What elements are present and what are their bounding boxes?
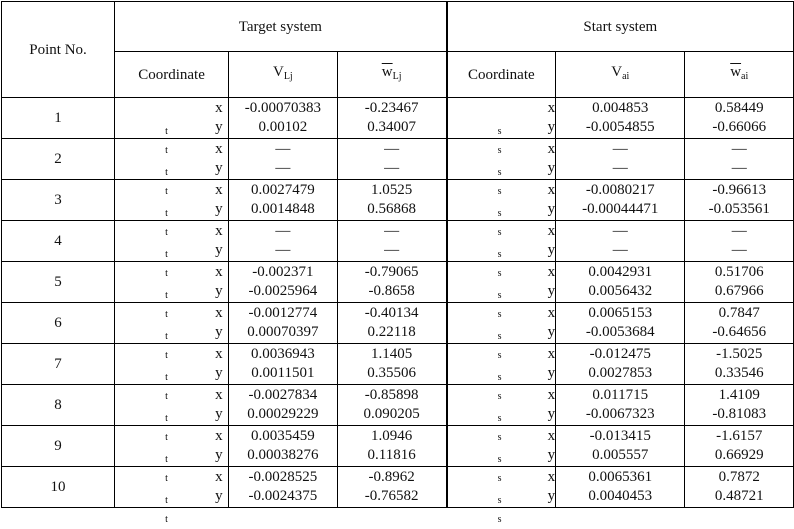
start-v-y: -0.0053684 [585, 324, 655, 340]
target-v-cell [229, 467, 338, 508]
coord-y-label: y $_s$ [497, 160, 556, 197]
point-number: 5 [2, 262, 115, 303]
start-v-y: 0.005557 [592, 447, 649, 463]
target-v-x: — [275, 141, 291, 157]
target-v-x: 0.0027479 [250, 182, 315, 198]
target-w-x: -0.8962 [368, 469, 415, 485]
target-v-cell [229, 385, 338, 426]
point-no-header: Point No. [2, 2, 115, 98]
coord-x-label: x $_s$ [497, 387, 556, 424]
start-w-cell [685, 98, 794, 139]
start-coordinate-cell [447, 139, 556, 197]
start-v-cell [556, 426, 685, 467]
coord-x-label: x $_t$ [165, 387, 223, 424]
target-v-y: 0.0011501 [251, 365, 315, 381]
table-row [2, 385, 794, 426]
start-v-cell [556, 98, 685, 139]
start-w-y: 0.33546 [714, 365, 764, 381]
coord-y-label: y $_t$ [165, 160, 223, 197]
start-w-x: -1.6157 [716, 428, 763, 444]
target-v-y: — [275, 242, 291, 258]
coord-x-label: x $_s$ [497, 305, 556, 342]
coord-x-label: x $_s$ [497, 346, 556, 383]
start-w-x: — [731, 223, 747, 239]
start-v-x: -0.013415 [589, 428, 651, 444]
target-coordinate-cell [115, 221, 229, 279]
target-v-x: -0.0012774 [248, 305, 318, 321]
start-v-y: 0.0040453 [588, 488, 653, 504]
target-v-y: -0.0024375 [248, 488, 318, 504]
coord-y-label: y $_t$ [165, 119, 223, 156]
target-coordinate-header: Coordinate [115, 52, 229, 98]
point-number: 9 [2, 426, 115, 467]
start-coordinate-cell [447, 344, 556, 402]
start-v-y: — [612, 160, 628, 176]
table-row [2, 98, 794, 139]
start-w-y: -0.053561 [708, 201, 770, 217]
start-w-y: — [731, 160, 747, 176]
target-w-y: — [384, 160, 400, 176]
coord-x-label: x $_t$ [165, 428, 223, 465]
table-row [2, 467, 794, 508]
target-coordinate-cell [115, 262, 229, 320]
target-v-cell [229, 262, 338, 303]
start-w-y: -0.66066 [712, 119, 767, 135]
coord-y-label: y $_t$ [165, 406, 223, 443]
coord-y-label: y $_s$ [497, 324, 556, 361]
point-number: 2 [2, 139, 115, 180]
start-w-cell [685, 385, 794, 426]
target-v-y: 0.00070397 [247, 324, 319, 340]
table-row [2, 180, 794, 221]
point-number: 3 [2, 180, 115, 221]
target-v-cell [229, 98, 338, 139]
target-w-x: -0.79065 [364, 264, 419, 280]
coord-y-label: y $_t$ [165, 488, 223, 525]
coord-y-label: y $_s$ [497, 242, 556, 279]
coord-x-label: x $_s$ [497, 182, 556, 219]
start-w-x: 0.7847 [718, 305, 760, 321]
start-w-cell [685, 180, 794, 221]
start-w-y: 0.66929 [714, 447, 764, 463]
coord-x-label: x $_t$ [165, 223, 223, 260]
start-coordinate-header: Coordinate [447, 52, 556, 98]
start-v-x: -0.012475 [589, 346, 651, 362]
point-number: 7 [2, 344, 115, 385]
table-row [2, 221, 794, 262]
target-coordinate-cell [115, 344, 229, 402]
target-w-cell [337, 98, 446, 139]
start-w-cell [685, 139, 794, 180]
start-v-cell [556, 303, 685, 344]
target-w-cell [337, 303, 446, 344]
start-v-x: — [612, 141, 628, 157]
target-w-y: -0.76582 [364, 488, 419, 504]
coord-y-label: y $_t$ [165, 201, 223, 238]
target-w-x: 1.1405 [371, 346, 413, 362]
start-w-cell [685, 262, 794, 303]
start-coordinate-cell [447, 426, 556, 484]
coord-y-label: y $_t$ [165, 242, 223, 279]
coord-y-label: y $_t$ [165, 365, 223, 402]
target-v-cell [229, 139, 338, 180]
start-coordinate-cell [447, 262, 556, 320]
point-number: 8 [2, 385, 115, 426]
coord-x-label: x $_s$ [497, 223, 556, 260]
target-v-y: — [275, 160, 291, 176]
start-w-x: 0.58449 [714, 100, 764, 116]
target-coordinate-cell [115, 426, 229, 484]
start-v-y: 0.0027853 [588, 365, 653, 381]
residual-table [1, 1, 794, 525]
target-coordinate-cell [115, 180, 229, 238]
start-v-x: 0.011715 [592, 387, 649, 403]
target-w-x: -0.85898 [364, 387, 419, 403]
coord-y-label: y $_s$ [497, 283, 556, 320]
target-system-header: Target system [115, 2, 447, 52]
table-container [1, 1, 794, 525]
coord-x-label: x $_s$ [497, 141, 556, 178]
coord-x-label: x $_s$ [497, 428, 556, 465]
table-row [2, 344, 794, 385]
start-v-cell [556, 385, 685, 426]
start-v-x: 0.0065153 [588, 305, 653, 321]
coord-y-label: y $_s$ [497, 201, 556, 238]
target-v-y: 0.00038276 [247, 447, 319, 463]
start-w-y: -0.81083 [712, 406, 767, 422]
start-coordinate-cell [447, 221, 556, 279]
start-v-cell [556, 467, 685, 508]
target-w-x: 1.0946 [371, 428, 413, 444]
target-v-cell [229, 344, 338, 385]
target-w-y: 0.11816 [367, 447, 416, 463]
target-v-x: -0.002371 [252, 264, 314, 280]
target-v-x: 0.0036943 [250, 346, 315, 362]
start-v-x: — [612, 223, 628, 239]
start-v-x: 0.0065361 [588, 469, 653, 485]
start-w-header: $\overline{w}_{ai}$ [685, 52, 794, 98]
target-coordinate-cell [115, 303, 229, 361]
start-system-header: Start system [447, 2, 794, 52]
start-v-cell [556, 344, 685, 385]
coord-x-label: x $_t$ [165, 141, 223, 178]
coord-x-label: x $_t$ [165, 346, 223, 383]
coord-x-label: x $_s$ [497, 469, 556, 506]
target-w-x: — [384, 141, 400, 157]
coord-x-label: x $_t$ [165, 469, 223, 506]
start-v-x: 0.004853 [592, 100, 649, 116]
start-coordinate-cell [447, 180, 556, 238]
target-w-y: -0.8658 [368, 283, 415, 299]
target-v-y: 0.0014848 [250, 201, 315, 217]
point-number: 6 [2, 303, 115, 344]
start-w-cell [685, 344, 794, 385]
table-row [2, 262, 794, 303]
target-v-x: 0.0035459 [250, 428, 315, 444]
coord-y-label: y $_t$ [165, 447, 223, 484]
target-v-y: -0.0025964 [248, 283, 318, 299]
table-row [2, 426, 794, 467]
target-w-cell [337, 139, 446, 180]
start-w-y: 0.67966 [714, 283, 764, 299]
target-w-y: 0.56868 [367, 201, 416, 217]
coord-x-label: x $_s$ [497, 100, 556, 137]
coord-y-label: y $_t$ [165, 283, 223, 320]
target-w-x: -0.40134 [364, 305, 419, 321]
target-w-x: -0.23467 [364, 100, 419, 116]
start-v-y: -0.0054855 [585, 119, 655, 135]
target-coordinate-cell [115, 467, 229, 525]
start-v-y: -0.00044471 [582, 201, 659, 217]
start-w-x: 0.51706 [714, 264, 764, 280]
table-row [2, 139, 794, 180]
start-v-y: 0.0056432 [588, 283, 653, 299]
table-body [2, 98, 794, 525]
target-w-y: 0.22118 [367, 324, 416, 340]
target-w-cell [337, 262, 446, 303]
start-w-y: — [731, 242, 747, 258]
start-v-y: -0.0067323 [585, 406, 655, 422]
target-v-y: 0.00102 [258, 119, 308, 135]
target-w-cell [337, 385, 446, 426]
target-v-cell [229, 303, 338, 344]
start-w-cell [685, 303, 794, 344]
target-v-x: -0.0028525 [248, 469, 318, 485]
start-w-y: 0.48721 [714, 488, 764, 504]
start-w-cell [685, 221, 794, 262]
target-coordinate-cell [115, 385, 229, 443]
coord-x-label: x $_s$ [497, 264, 556, 301]
target-v-x: -0.0027834 [248, 387, 318, 403]
target-w-y: — [384, 242, 400, 258]
target-v-header: $V_{Lj}$ [229, 52, 338, 98]
target-w-y: 0.34007 [367, 119, 416, 135]
start-w-cell [685, 467, 794, 508]
target-v-x: -0.00070383 [244, 100, 321, 116]
point-number: 4 [2, 221, 115, 262]
coord-x-label: x $_t$ [165, 182, 223, 219]
start-w-x: -0.96613 [712, 182, 767, 198]
start-v-cell [556, 180, 685, 221]
target-w-cell [337, 344, 446, 385]
target-w-y: 0.35506 [367, 365, 416, 381]
target-coordinate-cell [115, 98, 229, 156]
start-v-cell [556, 139, 685, 180]
target-v-cell [229, 426, 338, 467]
coord-y-label: y $_s$ [497, 365, 556, 402]
start-v-x: -0.0080217 [585, 182, 655, 198]
point-number: 10 [2, 467, 115, 508]
target-w-cell [337, 221, 446, 262]
coord-y-label: y $_s$ [497, 488, 556, 525]
target-v-cell [229, 221, 338, 262]
target-w-cell [337, 426, 446, 467]
start-v-cell [556, 221, 685, 262]
start-v-cell [556, 262, 685, 303]
start-w-x: -1.5025 [716, 346, 763, 362]
target-w-cell [337, 180, 446, 221]
start-v-header: $V_{ai}$ [556, 52, 685, 98]
target-v-x: — [275, 223, 291, 239]
coord-y-label: y $_s$ [497, 119, 556, 156]
point-number: 1 [2, 98, 115, 139]
target-w-y: 0.090205 [363, 406, 420, 422]
start-w-y: -0.64656 [712, 324, 767, 340]
start-v-x: 0.0042931 [588, 264, 653, 280]
start-coordinate-cell [447, 303, 556, 361]
target-w-x: — [384, 223, 400, 239]
start-w-x: — [731, 141, 747, 157]
target-w-cell [337, 467, 446, 508]
start-v-y: — [612, 242, 628, 258]
start-w-x: 0.7872 [718, 469, 760, 485]
start-w-cell [685, 426, 794, 467]
coord-y-label: y $_t$ [165, 324, 223, 361]
start-coordinate-cell [447, 385, 556, 443]
coord-y-label: y $_s$ [497, 447, 556, 484]
target-coordinate-cell [115, 139, 229, 197]
start-w-x: 1.4109 [718, 387, 760, 403]
start-coordinate-cell [447, 467, 556, 525]
coord-y-label: y $_s$ [497, 406, 556, 443]
target-w-header: $\overline{w}_{Lj}$ [337, 52, 446, 98]
coord-x-label: x $_t$ [165, 305, 223, 342]
target-w-x: 1.0525 [371, 182, 413, 198]
target-v-y: 0.00029229 [247, 406, 319, 422]
coord-x-label: x $_t$ [165, 264, 223, 301]
target-v-cell [229, 180, 338, 221]
coord-x-label: x $_t$ [165, 100, 223, 137]
table-row [2, 303, 794, 344]
start-coordinate-cell [447, 98, 556, 156]
